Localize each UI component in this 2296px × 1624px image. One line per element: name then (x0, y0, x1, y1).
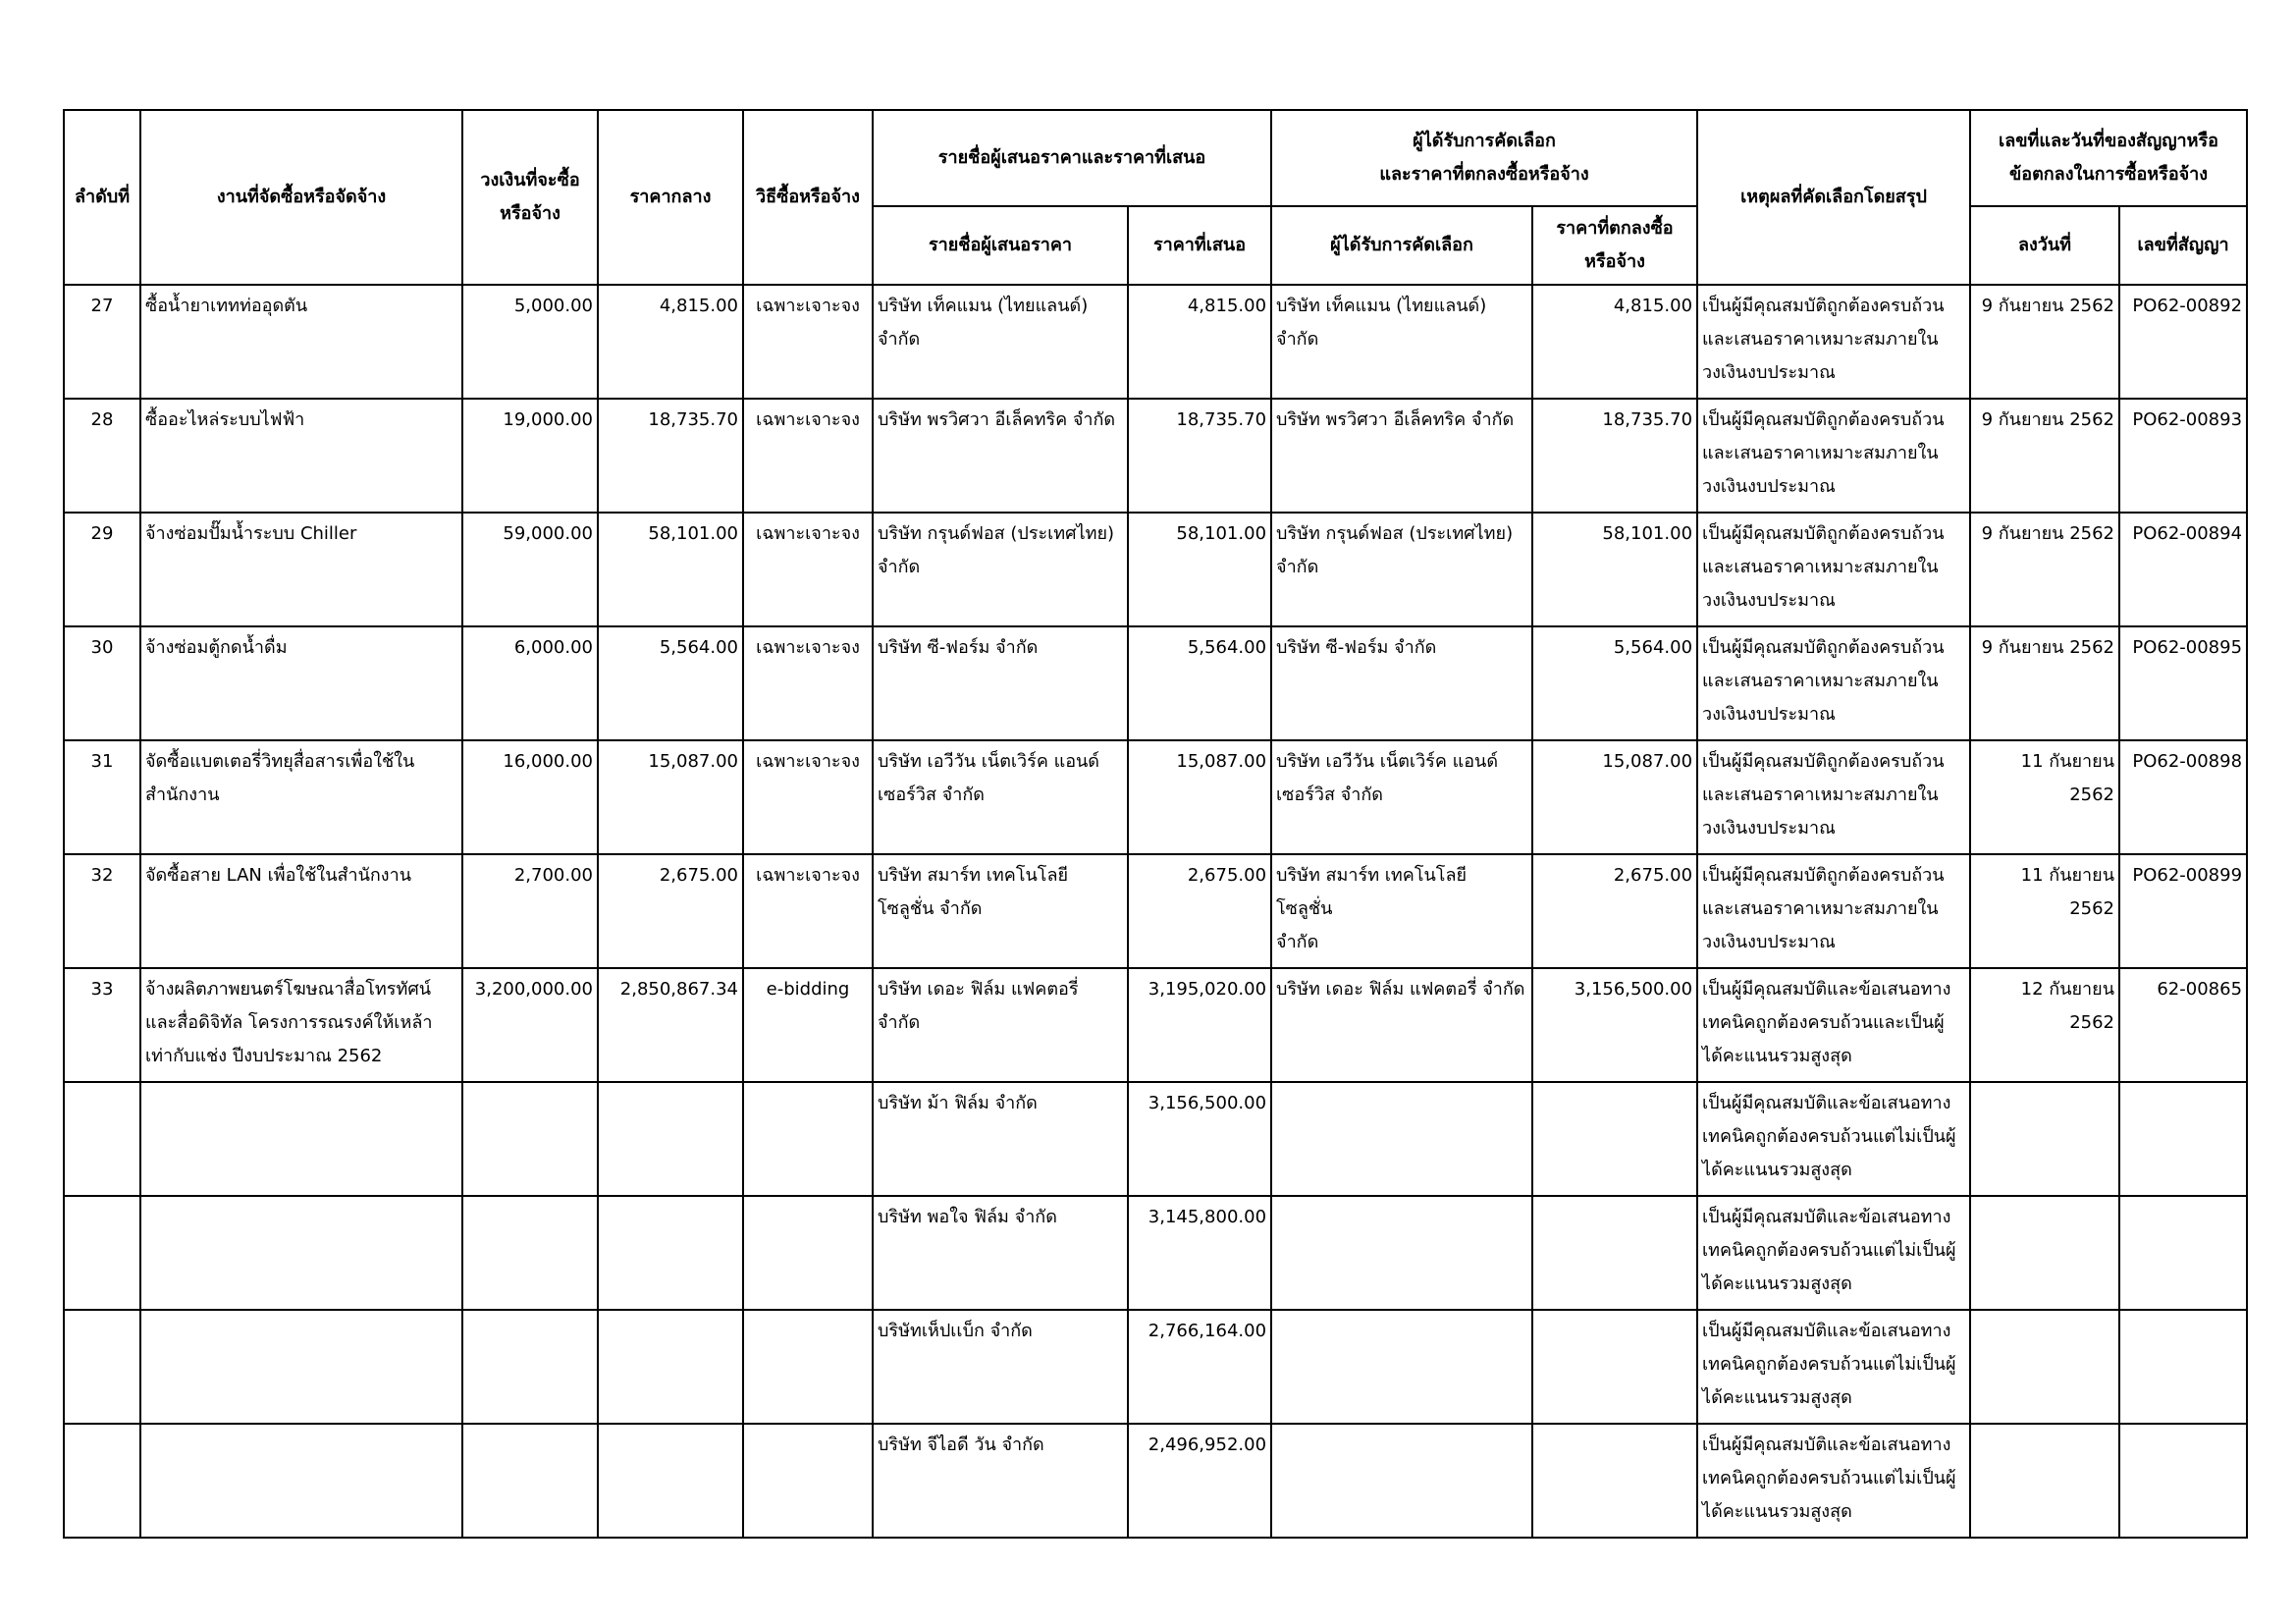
cell-reason: เป็นผู้มีคุณสมบัติถูกต้องครบถ้วน และเสนอราคาเหมาะสมภายใน วงเงินงบประมาณ (1697, 513, 1970, 626)
cell-no: 31 (64, 740, 140, 854)
cell-agreed-price (1532, 1196, 1697, 1310)
header-bidder-name: รายชื่อผู้เสนอราคา (873, 206, 1128, 285)
cell-bidder-name: บริษัท ซี-ฟอร์ม จำกัด (873, 626, 1128, 740)
cell-selected-name (1271, 1424, 1532, 1538)
table-row (64, 854, 2247, 968)
cell-reason: เป็นผู้มีคุณสมบัติถูกต้องครบถ้วน และเสนอราคาเหมาะสมภายใน วงเงินงบประมาณ (1697, 626, 1970, 740)
cell-date: 9 กันยายน 2562 (1970, 513, 2119, 626)
cell-bid-price: 58,101.00 (1128, 513, 1271, 626)
header-agreed-price: ราคาที่ตกลงซื้อ หรือจ้าง (1532, 206, 1697, 285)
header-selected-name: ผู้ได้รับการคัดเลือก (1271, 206, 1532, 285)
cell-median-price: 4,815.00 (598, 285, 743, 399)
table-row (64, 968, 2247, 1082)
cell-selected-name (1271, 1196, 1532, 1310)
header-reason: เหตุผลที่คัดเลือกโดยสรุป (1697, 110, 1970, 285)
cell-agreed-price: 5,564.00 (1532, 626, 1697, 740)
cell-selected-name: บริษัท พรวิศวา อีเล็คทริค จำกัด (1271, 399, 1532, 513)
cell-method: เฉพาะเจาะจง (743, 626, 873, 740)
cell-bidder-name: บริษัท กรุนด์ฟอส (ประเทศไทย) จำกัด (873, 513, 1128, 626)
cell-selected-name: บริษัท สมาร์ท เทคโนโลยี โซลูชั่น จำกัด (1271, 854, 1532, 968)
cell-budget: 2,700.00 (462, 854, 598, 968)
cell-bid-price: 4,815.00 (1128, 285, 1271, 399)
cell-method: เฉพาะเจาะจง (743, 740, 873, 854)
header-bid-price: ราคาที่เสนอ (1128, 206, 1271, 285)
cell-bidder-name: บริษัทเห็ปเเบ็ก จำกัด (873, 1310, 1128, 1424)
header-selected-group: ผู้ได้รับการคัดเลือก และราคาที่ตกลงซื้อหรือจ้าง (1271, 110, 1697, 206)
cell-reason: เป็นผู้มีคุณสมบัติถูกต้องครบถ้วน และเสนอราคาเหมาะสมภายใน วงเงินงบประมาณ (1697, 399, 1970, 513)
cell-contract-no: PO62-00894 (2119, 513, 2247, 626)
table-row (64, 1424, 2247, 1538)
cell-bid-price: 3,156,500.00 (1128, 1082, 1271, 1196)
cell-date: 9 กันยายน 2562 (1970, 626, 2119, 740)
table-row (64, 399, 2247, 513)
cell-no (64, 1310, 140, 1424)
cell-task: จ้างผลิตภาพยนตร์โฆษณาสื่อโทรทัศน์ และสื่อดิจิทัล โครงการรณรงค์ให้เหล้า เท่ากับแช่ง ปีงบประมาณ 2562 (140, 968, 462, 1082)
table-row (64, 740, 2247, 854)
cell-task (140, 1310, 462, 1424)
cell-date (1970, 1310, 2119, 1424)
cell-median-price: 2,675.00 (598, 854, 743, 968)
table-row (64, 1082, 2247, 1196)
header-bidders-group: รายชื่อผู้เสนอราคาและราคาที่เสนอ (873, 110, 1271, 206)
cell-bid-price: 2,675.00 (1128, 854, 1271, 968)
cell-task: จ้างซ่อมตู้กดน้ำดื่ม (140, 626, 462, 740)
cell-bidder-name: บริษัท เท็คแมน (ไทยแลนด์) จำกัด (873, 285, 1128, 399)
cell-budget (462, 1424, 598, 1538)
cell-budget: 5,000.00 (462, 285, 598, 399)
cell-agreed-price (1532, 1310, 1697, 1424)
cell-bidder-name: บริษัท พรวิศวา อีเล็คทริค จำกัด (873, 399, 1128, 513)
cell-budget: 19,000.00 (462, 399, 598, 513)
cell-median-price (598, 1424, 743, 1538)
cell-reason: เป็นผู้มีคุณสมบัติถูกต้องครบถ้วน และเสนอราคาเหมาะสมภายใน วงเงินงบประมาณ (1697, 854, 1970, 968)
cell-date (1970, 1196, 2119, 1310)
cell-date (1970, 1082, 2119, 1196)
cell-agreed-price: 58,101.00 (1532, 513, 1697, 626)
cell-selected-name (1271, 1310, 1532, 1424)
header-no: ลำดับที่ (64, 110, 140, 285)
cell-agreed-price: 3,156,500.00 (1532, 968, 1697, 1082)
header-method: วิธีซื้อหรือจ้าง (743, 110, 873, 285)
cell-selected-name: บริษัท กรุนด์ฟอส (ประเทศไทย) จำกัด (1271, 513, 1532, 626)
cell-date: 12 กันยายน 2562 (1970, 968, 2119, 1082)
cell-contract-no: PO62-00898 (2119, 740, 2247, 854)
cell-bidder-name: บริษัท เดอะ ฟิล์ม แฟคตอรี่ จำกัด (873, 968, 1128, 1082)
cell-median-price (598, 1196, 743, 1310)
cell-median-price (598, 1310, 743, 1424)
cell-task: จัดซื้อสาย LAN เพื่อใช้ในสำนักงาน (140, 854, 462, 968)
cell-date: 9 กันยายน 2562 (1970, 285, 2119, 399)
cell-contract-no: PO62-00893 (2119, 399, 2247, 513)
header-contract-group: เลขที่และวันที่ของสัญญาหรือ ข้อตกลงในการซื้อหรือจ้าง (1970, 110, 2247, 206)
cell-bid-price: 3,195,020.00 (1128, 968, 1271, 1082)
cell-bidder-name: บริษัท สมาร์ท เทคโนโลยี โซลูชั่น จำกัด (873, 854, 1128, 968)
header-date: ลงวันที่ (1970, 206, 2119, 285)
cell-agreed-price: 2,675.00 (1532, 854, 1697, 968)
cell-selected-name: บริษัท เดอะ ฟิล์ม แฟคตอรี่ จำกัด (1271, 968, 1532, 1082)
cell-date (1970, 1424, 2119, 1538)
cell-bid-price: 3,145,800.00 (1128, 1196, 1271, 1310)
header-budget: วงเงินที่จะซื้อ หรือจ้าง (462, 110, 598, 285)
cell-contract-no (2119, 1310, 2247, 1424)
cell-date: 11 กันยายน 2562 (1970, 854, 2119, 968)
cell-method: เฉพาะเจาะจง (743, 513, 873, 626)
cell-budget: 59,000.00 (462, 513, 598, 626)
cell-bid-price: 18,735.70 (1128, 399, 1271, 513)
cell-task: จ้างซ่อมปั๊มน้ำระบบ Chiller (140, 513, 462, 626)
cell-reason: เป็นผู้มีคุณสมบัติถูกต้องครบถ้วน และเสนอราคาเหมาะสมภายใน วงเงินงบประมาณ (1697, 740, 1970, 854)
cell-method (743, 1310, 873, 1424)
cell-date: 9 กันยายน 2562 (1970, 399, 2119, 513)
cell-budget: 6,000.00 (462, 626, 598, 740)
cell-selected-name (1271, 1082, 1532, 1196)
cell-median-price: 2,850,867.34 (598, 968, 743, 1082)
cell-method: เฉพาะเจาะจง (743, 399, 873, 513)
cell-contract-no (2119, 1082, 2247, 1196)
cell-agreed-price (1532, 1082, 1697, 1196)
cell-median-price (598, 1082, 743, 1196)
cell-reason: เป็นผู้มีคุณสมบัติและข้อเสนอทาง เทคนิคถูกต้องครบถ้วนแต่ไม่เป็นผู้ ได้คะแนนรวมสูงสุด (1697, 1424, 1970, 1538)
cell-method (743, 1082, 873, 1196)
cell-task: ซื้อน้ำยาเททท่ออุดตัน (140, 285, 462, 399)
cell-bidder-name: บริษัท ม้า ฟิล์ม จำกัด (873, 1082, 1128, 1196)
cell-bid-price: 2,766,164.00 (1128, 1310, 1271, 1424)
table-row (64, 513, 2247, 626)
cell-task (140, 1196, 462, 1310)
cell-date: 11 กันยายน 2562 (1970, 740, 2119, 854)
cell-no: 29 (64, 513, 140, 626)
cell-task: ซื้ออะไหล่ระบบไฟฟ้า (140, 399, 462, 513)
cell-method: เฉพาะเจาะจง (743, 285, 873, 399)
cell-reason: เป็นผู้มีคุณสมบัติถูกต้องครบถ้วน และเสนอราคาเหมาะสมภายใน วงเงินงบประมาณ (1697, 285, 1970, 399)
cell-reason: เป็นผู้มีคุณสมบัติและข้อเสนอทาง เทคนิคถูกต้องครบถ้วนแต่ไม่เป็นผู้ ได้คะแนนรวมสูงสุด (1697, 1196, 1970, 1310)
cell-reason: เป็นผู้มีคุณสมบัติและข้อเสนอทาง เทคนิคถูกต้องครบถ้วนแต่ไม่เป็นผู้ ได้คะแนนรวมสูงสุด (1697, 1310, 1970, 1424)
cell-contract-no (2119, 1424, 2247, 1538)
cell-no (64, 1196, 140, 1310)
cell-bid-price: 15,087.00 (1128, 740, 1271, 854)
header-task: งานที่จัดซื้อหรือจัดจ้าง (140, 110, 462, 285)
cell-contract-no: PO62-00892 (2119, 285, 2247, 399)
cell-selected-name: บริษัท ซี-ฟอร์ม จำกัด (1271, 626, 1532, 740)
cell-budget: 3,200,000.00 (462, 968, 598, 1082)
cell-median-price: 15,087.00 (598, 740, 743, 854)
table-row (64, 1310, 2247, 1424)
cell-task (140, 1082, 462, 1196)
cell-task: จัดซื้อแบตเตอรี่วิทยุสื่อสารเพื่อใช้ใน สำนักงาน (140, 740, 462, 854)
cell-selected-name: บริษัท เอวีวัน เน็ตเวิร์ค แอนด์ เซอร์วิส จำกัด (1271, 740, 1532, 854)
cell-method (743, 1424, 873, 1538)
table-row (64, 626, 2247, 740)
header-contract-no: เลขที่สัญญา (2119, 206, 2247, 285)
cell-no: 28 (64, 399, 140, 513)
cell-budget (462, 1196, 598, 1310)
cell-no: 33 (64, 968, 140, 1082)
cell-contract-no (2119, 1196, 2247, 1310)
procurement-table (63, 109, 2248, 1539)
cell-no: 30 (64, 626, 140, 740)
cell-contract-no: 62-00865 (2119, 968, 2247, 1082)
cell-agreed-price: 4,815.00 (1532, 285, 1697, 399)
cell-budget (462, 1310, 598, 1424)
cell-task (140, 1424, 462, 1538)
cell-median-price: 18,735.70 (598, 399, 743, 513)
cell-bidder-name: บริษัท พอใจ ฟิล์ม จำกัด (873, 1196, 1128, 1310)
table-row (64, 285, 2247, 399)
cell-reason: เป็นผู้มีคุณสมบัติและข้อเสนอทาง เทคนิคถูกต้องครบถ้วนแต่ไม่เป็นผู้ ได้คะแนนรวมสูงสุด (1697, 1082, 1970, 1196)
cell-median-price: 58,101.00 (598, 513, 743, 626)
cell-method: e-bidding (743, 968, 873, 1082)
cell-reason: เป็นผู้มีคุณสมบัติและข้อเสนอทาง เทคนิคถูกต้องครบถ้วนและเป็นผู้ ได้คะแนนรวมสูงสุด (1697, 968, 1970, 1082)
cell-bidder-name: บริษัท เอวีวัน เน็ตเวิร์ค แอนด์ เซอร์วิส จำกัด (873, 740, 1128, 854)
cell-bidder-name: บริษัท จีไอดี วัน จำกัด (873, 1424, 1128, 1538)
cell-no (64, 1424, 140, 1538)
table-row (64, 1196, 2247, 1310)
cell-agreed-price (1532, 1424, 1697, 1538)
cell-contract-no: PO62-00899 (2119, 854, 2247, 968)
cell-agreed-price: 18,735.70 (1532, 399, 1697, 513)
cell-agreed-price: 15,087.00 (1532, 740, 1697, 854)
cell-bid-price: 5,564.00 (1128, 626, 1271, 740)
cell-no: 27 (64, 285, 140, 399)
cell-budget (462, 1082, 598, 1196)
cell-contract-no: PO62-00895 (2119, 626, 2247, 740)
cell-median-price: 5,564.00 (598, 626, 743, 740)
cell-budget: 16,000.00 (462, 740, 598, 854)
header-median-price: ราคากลาง (598, 110, 743, 285)
cell-no: 32 (64, 854, 140, 968)
cell-method: เฉพาะเจาะจง (743, 854, 873, 968)
cell-bid-price: 2,496,952.00 (1128, 1424, 1271, 1538)
cell-no (64, 1082, 140, 1196)
cell-selected-name: บริษัท เท็คแมน (ไทยแลนด์) จำกัด (1271, 285, 1532, 399)
cell-method (743, 1196, 873, 1310)
